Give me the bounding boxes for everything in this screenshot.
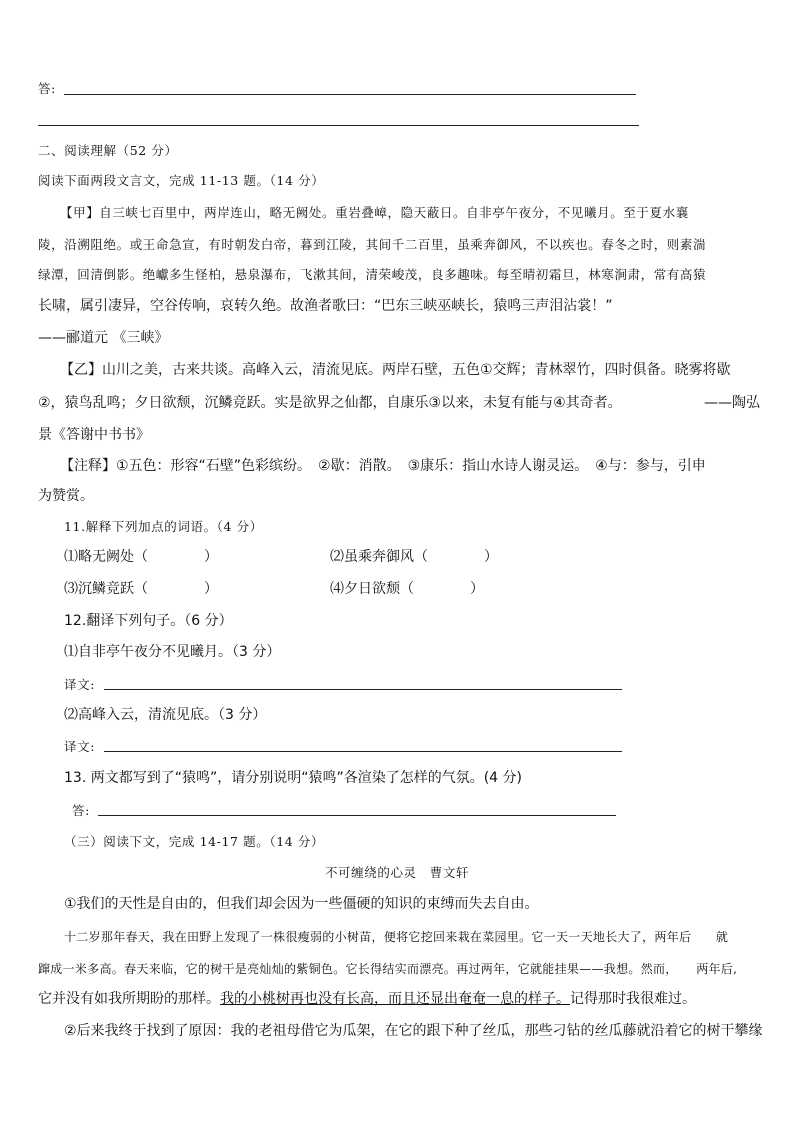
article-title: 不可缠绕的心灵 曹文轩 [324, 865, 470, 880]
story-paragraph-3: ②后来我终于找到了原因：我的老祖母借它为瓜架，在它的跟下种了丝瓜，那些刁钻的丝瓜藤就沿着它的树干攀缘 [64, 1023, 763, 1039]
question-12-title: 12.翻译下列句子。（6 分） [64, 613, 233, 629]
passage-yi-source: ——陶弘 [704, 395, 760, 411]
answer-line[interactable] [64, 94, 636, 95]
answer-label: 答: [72, 803, 90, 818]
q11-item-1: ⑴略无阙处（ ） [64, 549, 218, 565]
q11-item-3: ⑶沉鳞竞跃（ ） [64, 581, 218, 597]
q11-item-2: ⑵虽乘奔御风（ ） [330, 549, 498, 565]
question-11-title: 11.解释下列加点的词语。（4 分） [64, 519, 263, 534]
story-paragraph-2-line [38, 990, 696, 1008]
passage-yi-line: 【乙】山川之美，古来共谈。高峰入云，清流见底。两岸石壁，五色①交辉；青林翠竹，四时俱备。晓雾将歇 [60, 362, 731, 378]
passage-jia-line: 【甲】自三峡七百里中，两岸连山，略无阙处。重岩叠嶂，隐天蔽日。自非亭午夜分，不见曦月。至于夏水襄 [60, 205, 689, 220]
story-text: 它并没有如我所期盼的那样。 [38, 991, 220, 1007]
translation-line[interactable] [104, 751, 622, 752]
story-paragraph-1: ①我们的天性是自由的，但我们却会因为一些僵硬的知识的束缚而失去自由。 [64, 896, 539, 912]
story-text: 记得那时我很难过。 [570, 991, 696, 1007]
story-paragraph-2-line: 蹿成一米多高。春天来临，它的树干是亮灿灿的紫铜色。它长得结实而漂亮。再过两年，它就能挂果——我想。然而， 两年后, [38, 962, 738, 976]
story-paragraph-2-line: 十二岁那年春天，我在田野上发现了一株很瘦弱的小树苗，便将它挖回来栽在菜园里。它一天一天地长大了，两年后 就 [64, 930, 729, 944]
answer-line[interactable] [98, 815, 616, 816]
answer-label: 答: [38, 81, 56, 96]
answer-line[interactable] [38, 125, 639, 126]
passage-yi-line: ②，猿鸟乱鸣；夕日欲颓，沉鳞竞跃。实是欲界之仙都，自康乐③以来，未复有能与④其奇者。 [38, 395, 622, 411]
notes-line: 【注释】①五色：形容“石壁”色彩缤纷。 ②歇：消散。 ③康乐：指山水诗人谢灵运。 ④与：参与，引申 [60, 458, 706, 474]
passage-jia-line: 长啸，属引凄异，空谷传响，哀转久绝。故渔者歌曰：“巴东三峡巫峡长，猿鸣三声泪沾裳！” [38, 298, 613, 314]
passage-jia-line: 陵，沿溯阻绝。或王命急宣，有时朝发白帝，暮到江陵，其间千二百里，虽乘奔御风，不以疾也。春冬之时，则素湍 [38, 237, 707, 252]
section-instruction: 阅读下面两段文言文，完成 11-13 题。（14 分） [38, 173, 325, 188]
q12-sentence-1: ⑴自非亭午夜分不见曦月。（3 分） [64, 644, 281, 660]
q12-sentence-2: ⑵高峰入云，清流见底。（3 分） [64, 707, 267, 723]
section-heading: 二、阅读理解（52 分） [38, 143, 178, 158]
translation-label: 译文: [64, 739, 96, 754]
section-three-instruction: （三）阅读下文，完成 14-17 题。（14 分） [64, 834, 325, 849]
translation-line[interactable] [104, 689, 622, 690]
question-13-title: 13. 两文都写到了“猿鸣”，请分别说明“猿鸣”各渲染了怎样的气氛。(4 分) [64, 770, 523, 786]
translation-label: 译文: [64, 677, 96, 692]
q11-item-4: ⑷夕日欲颓（ ） [330, 581, 484, 597]
passage-jia-source: ——郦道元 《三峡》 [38, 330, 169, 346]
notes-line: 为赞赏。 [38, 488, 94, 504]
passage-jia-line: 绿潭，回清倒影。绝巘多生怪柏，悬泉瀑布，飞漱其间，清荣峻茂，良多趣味。每至晴初霜旦，林寒涧肃，常有高猿 [38, 267, 707, 282]
passage-yi-line: 景《答谢中书书》 [38, 427, 150, 443]
underlined-sentence: 我的小桃树再也没有长高，而且还显出奄奄一息的样子。 [220, 991, 570, 1007]
